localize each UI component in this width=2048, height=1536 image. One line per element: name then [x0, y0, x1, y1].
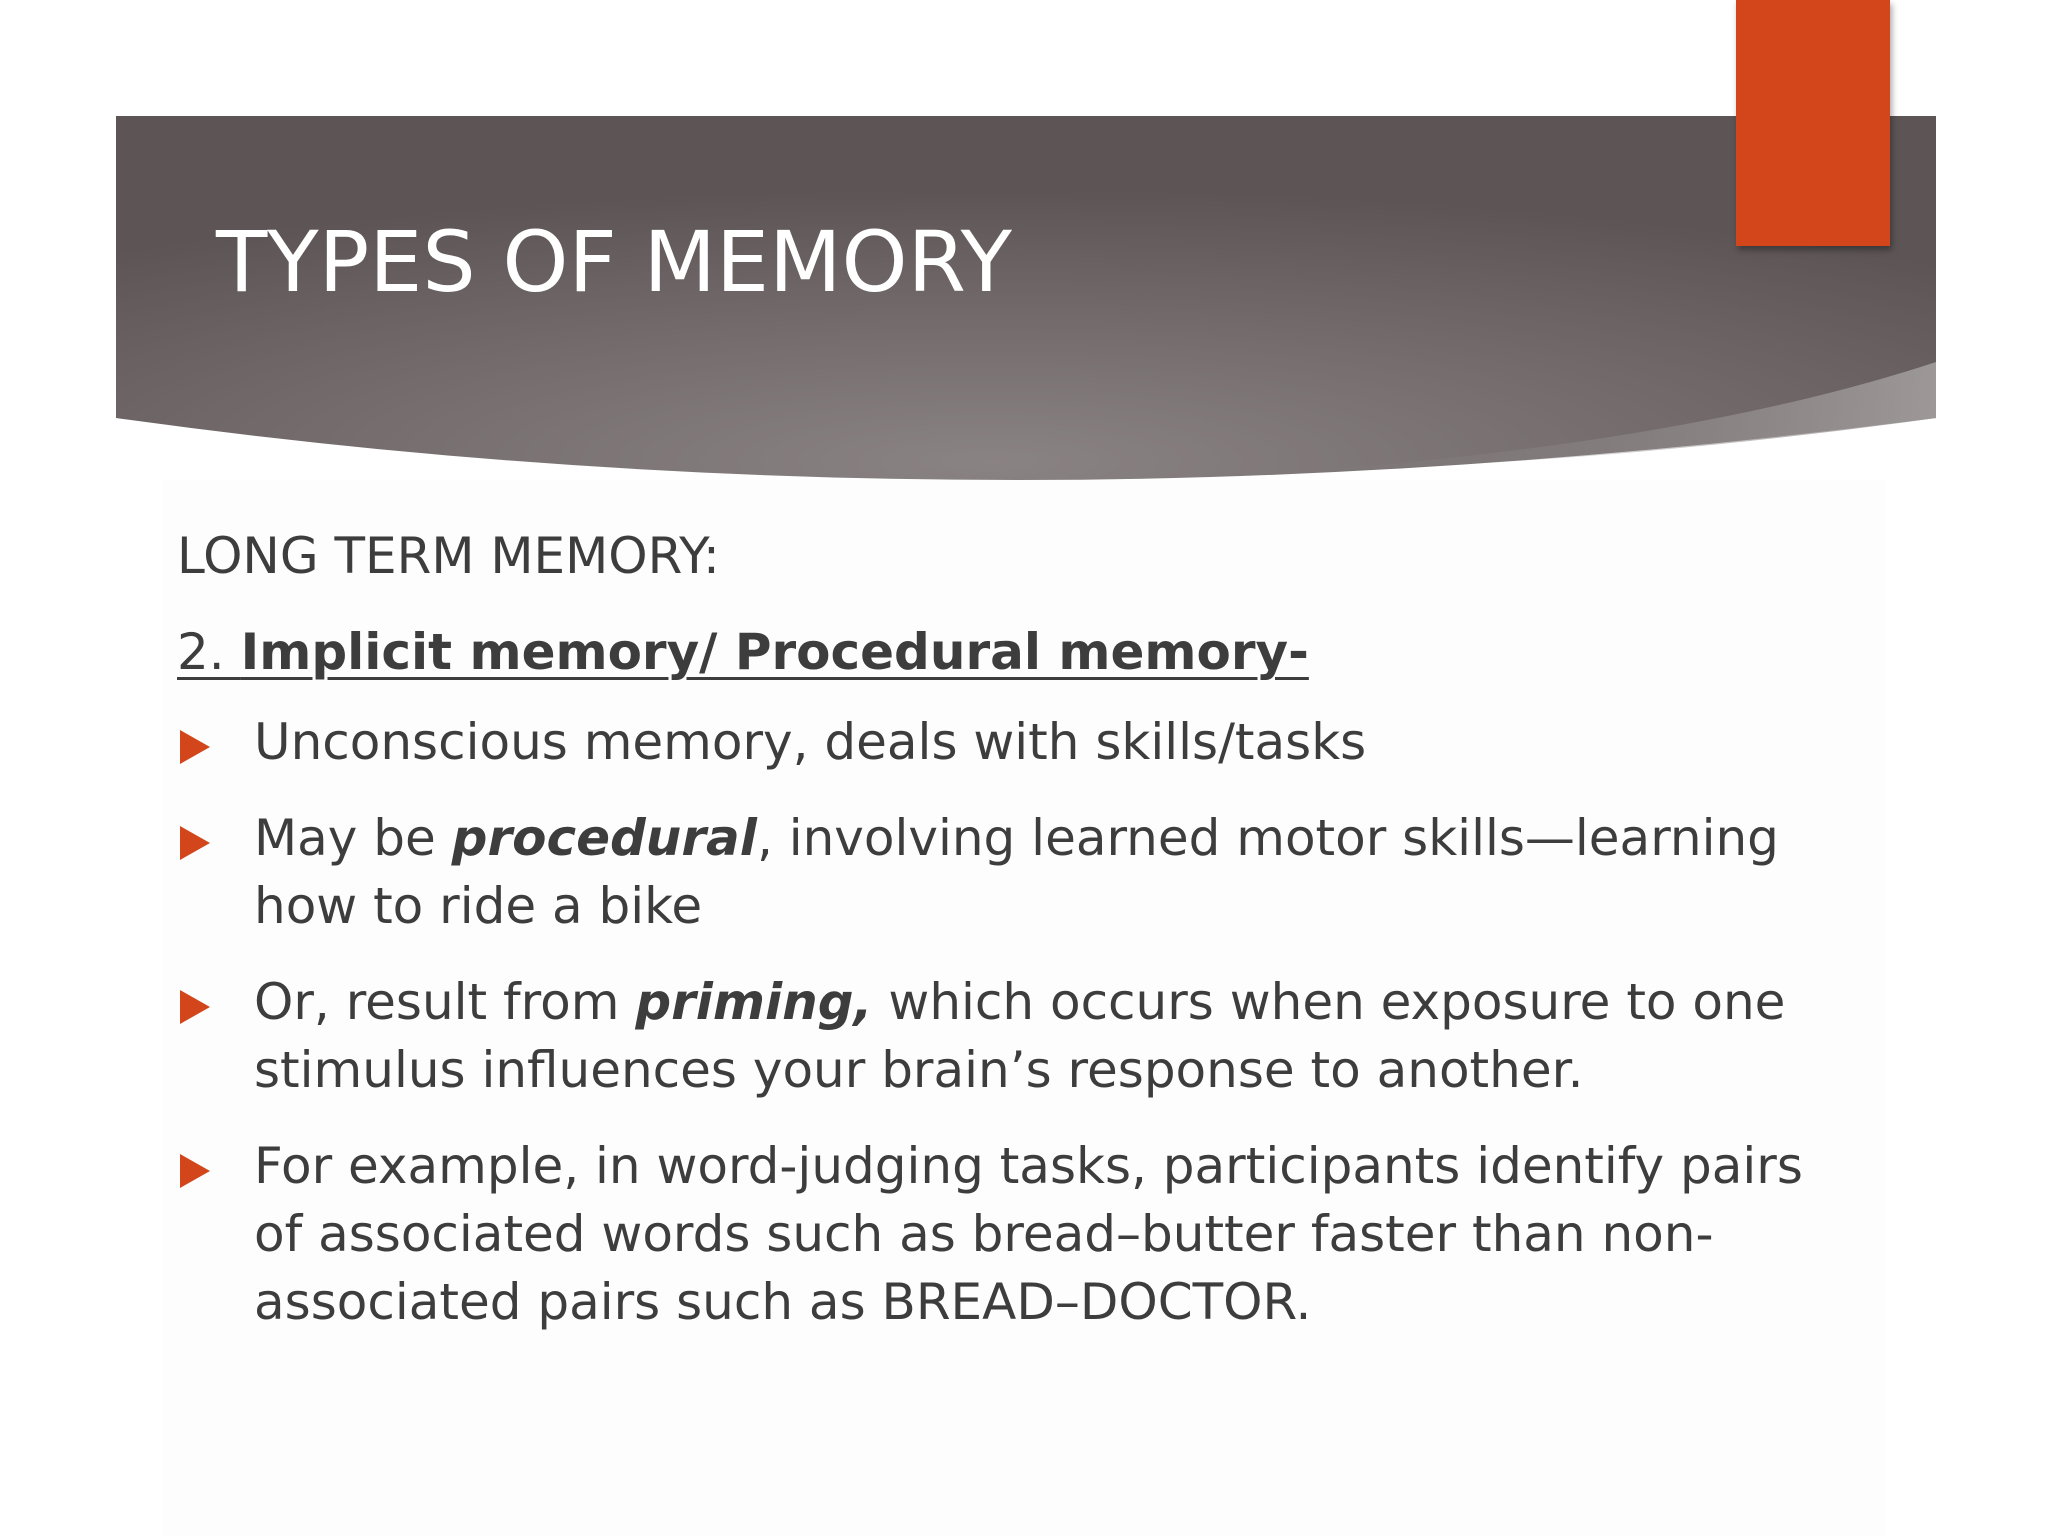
bullet-item: [177, 1132, 1837, 1336]
bullet-list: [177, 708, 1837, 1336]
sub-heading: [177, 618, 1837, 686]
bullet-item: [177, 708, 1837, 776]
bullet-text-before: May be: [254, 809, 452, 867]
sub-heading-number: 2.: [177, 623, 241, 681]
triangle-right-icon: [180, 826, 210, 860]
bullet-text-after: , involving learned motor skills—learning how to ride a bike: [254, 809, 1779, 935]
slide-body: [177, 522, 1837, 1364]
bullet-text: For example, in word-judging tasks, participants identify pairs of associated words such as bread–butter faster than non-associated pairs such as BREAD–DOCTOR.: [254, 1137, 1803, 1331]
bullet-emphasis: procedural: [451, 809, 757, 867]
bullet-item: [177, 968, 1837, 1104]
bullet-text-before: Or, result from: [254, 973, 636, 1031]
slide-title: TYPES OF MEMORY: [216, 213, 1012, 311]
accent-tab: [1736, 0, 1890, 246]
triangle-right-icon: [180, 1154, 210, 1188]
sub-heading-text: Implicit memory/ Procedural memory-: [240, 623, 1309, 681]
bullet-item: [177, 804, 1837, 940]
bullet-text: Unconscious memory, deals with skills/tasks: [254, 713, 1367, 771]
bullet-text-after: which occurs when exposure to one stimulus influences your brain’s response to another.: [254, 973, 1786, 1099]
triangle-right-icon: [180, 990, 210, 1024]
section-heading: LONG TERM MEMORY:: [177, 527, 720, 585]
triangle-right-icon: [180, 730, 210, 764]
bullet-emphasis: priming,: [635, 973, 873, 1031]
